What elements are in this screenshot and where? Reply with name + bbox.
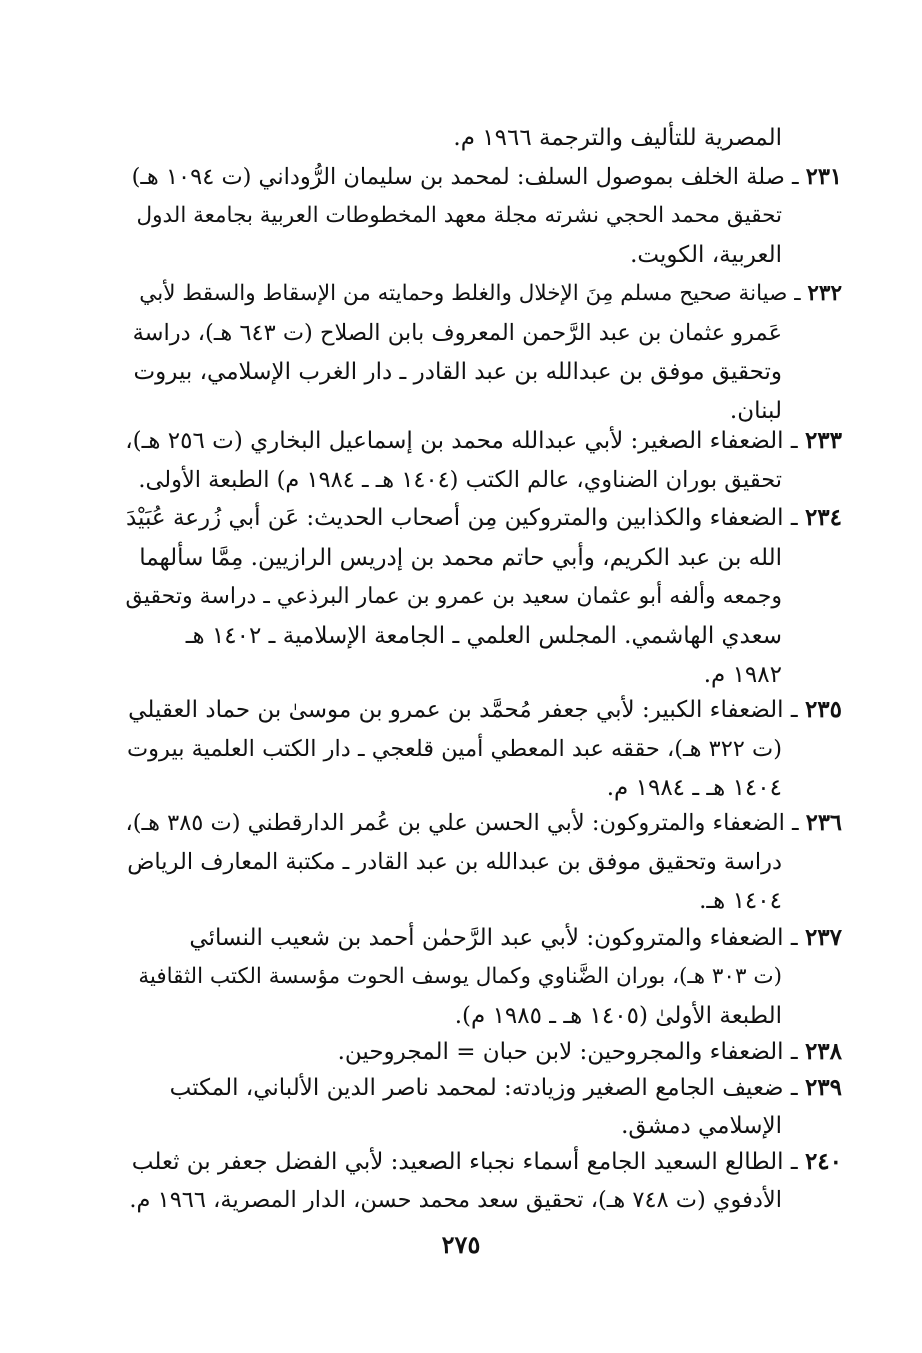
entry-233-line-2: تحقيق بوران الضناوي، عالم الكتب (١٤٠٤ هـ ـ ١٩٨٤ م) الطبعة الأولى.	[138, 467, 782, 493]
entry-number: ٢٤٠	[804, 1148, 842, 1175]
entry-text: ـ الضعفاء والمتروكون: لأبي الحسن علي بن عُمر الدارقطني (ت ٣٨٥ هـ)،	[125, 810, 799, 836]
entry-number: ٢٣٤	[804, 504, 842, 531]
entry-239-line-1	[170, 1068, 842, 1108]
entry-number: ٢٣٢	[807, 281, 842, 306]
entry-236-line-2: دراسة وتحقيق موفق بن عبدالله بن عبد القادر ـ مكتبة المعارف الرياض	[127, 849, 782, 875]
entry-text: ـ الضعفاء والمجروحين: لابن حبان = المجروحين.	[337, 1039, 798, 1065]
entry-number: ٢٣٦	[805, 810, 842, 836]
entry-text: ـ الضعفاء والكذابين والمتروكين مِن أصحاب الحديث: عَن أبي زُرعة عُبَيْدَ	[125, 505, 798, 531]
entry-233-line-1	[125, 421, 842, 461]
entry-238-line-1	[338, 1032, 842, 1072]
entry-234-line-5: ١٩٨٢ م.	[703, 662, 782, 688]
entry-235-line-3: ١٤٠٤ هـ ـ ١٩٨٤ م.	[606, 775, 782, 801]
entry-number: ٢٣٥	[804, 696, 842, 723]
entry-231-line-3: العربية، الكويت.	[630, 242, 782, 268]
entry-232-line-3: وتحقيق موفق بن عبدالله بن عبد القادر ـ دار الغرب الإسلامي، بيروت	[133, 359, 782, 385]
entry-236-line-1	[125, 803, 842, 843]
entry-239-line-2: الإسلامي دمشق.	[621, 1113, 782, 1139]
entry-237-line-3: الطبعة الأولىٰ (١٤٠٥ هـ ـ ١٩٨٥ م).	[454, 1003, 782, 1029]
entry-text: ـ صلة الخلف بموصول السلف: لمحمد بن سليمان الرُّوداني (ت ١٠٩٤ هـ)	[131, 164, 799, 190]
entry-237-line-1	[189, 918, 842, 958]
entry-232-line-2: عَمرو عثمان بن عبد الرَّحمن المعروف بابن الصلاح (ت ٦٤٣ هـ)، دراسة	[132, 320, 782, 346]
entry-234-line-3: وجمعه وألفه أبو عثمان سعيد بن عمرو بن عمار البرذعي ـ دراسة وتحقيق	[125, 584, 782, 609]
entry-text: ـ الضعفاء الكبير: لأبي جعفر مُحمَّد بن عمرو بن موسىٰ بن حماد العقيلي	[128, 697, 798, 723]
entry-232-line-4: لبنان.	[729, 398, 782, 424]
entry-number: ٢٣٩	[804, 1074, 842, 1101]
entry-232-line-1	[139, 274, 842, 314]
intro-line: المصرية للتأليف والترجمة ١٩٦٦ م.	[453, 125, 782, 151]
entry-237-line-2: (ت ٣٠٣ هـ)، بوران الضَّناوي وكمال يوسف الحوت مؤسسة الكتب الثقافية	[138, 964, 782, 989]
entry-231-line-2: تحقيق محمد الحجي نشرته مجلة معهد المخطوطات العربية بجامعة الدول	[136, 203, 782, 228]
entry-text: ـ ضعيف الجامع الصغير وزيادته: لمحمد ناصر الدين الألباني، المكتب	[169, 1075, 798, 1101]
entry-number: ٢٣٧	[804, 924, 842, 951]
entry-236-line-3: ١٤٠٤ هـ.	[699, 888, 782, 914]
entry-240-line-1	[132, 1142, 842, 1182]
entry-235-line-2: (ت ٣٢٢ هـ)، حققه عبد المعطي أمين قلعجي ـ دار الكتب العلمية بيروت	[127, 736, 782, 762]
entry-number: ٢٣١	[805, 164, 842, 190]
page-number: ٢٧٥	[441, 1230, 481, 1259]
entry-231-line-1	[132, 157, 842, 197]
entry-number: ٢٣٨	[804, 1038, 842, 1065]
entry-234-line-4: سعدي الهاشمي. المجلس العلمي ـ الجامعة الإسلامية ـ ١٤٠٢ هـ	[185, 623, 782, 649]
entry-number: ٢٣٣	[804, 427, 842, 454]
entry-235-line-1	[128, 690, 842, 730]
entry-240-line-2: الأدفوي (ت ٧٤٨ هـ)، تحقيق سعد محمد حسن، الدار المصرية، ١٩٦٦ م.	[129, 1187, 782, 1213]
entry-text: ـ الضعفاء والمتروكون: لأبي عبد الرَّحمٰن أحمد بن شعيب النسائي	[189, 925, 798, 951]
entry-text: ـ الطالع السعيد الجامع أسماء نجباء الصعيد: لأبي الفضل جعفر بن ثعلب	[131, 1149, 798, 1175]
entry-234-line-1	[126, 498, 842, 538]
entry-234-line-2: الله بن عبد الكريم، وأبي حاتم محمد بن إدريس الرازيين. مِمَّا سألهما	[139, 545, 782, 571]
entry-text: ـ صيانة صحيح مسلم مِنَ الإخلال والغلط وحمايته من الإسقاط والسقط لأبي	[139, 281, 801, 306]
entry-text: ـ الضعفاء الصغير: لأبي عبدالله محمد بن إسماعيل البخاري (ت ٢٥٦ هـ)،	[125, 428, 798, 454]
